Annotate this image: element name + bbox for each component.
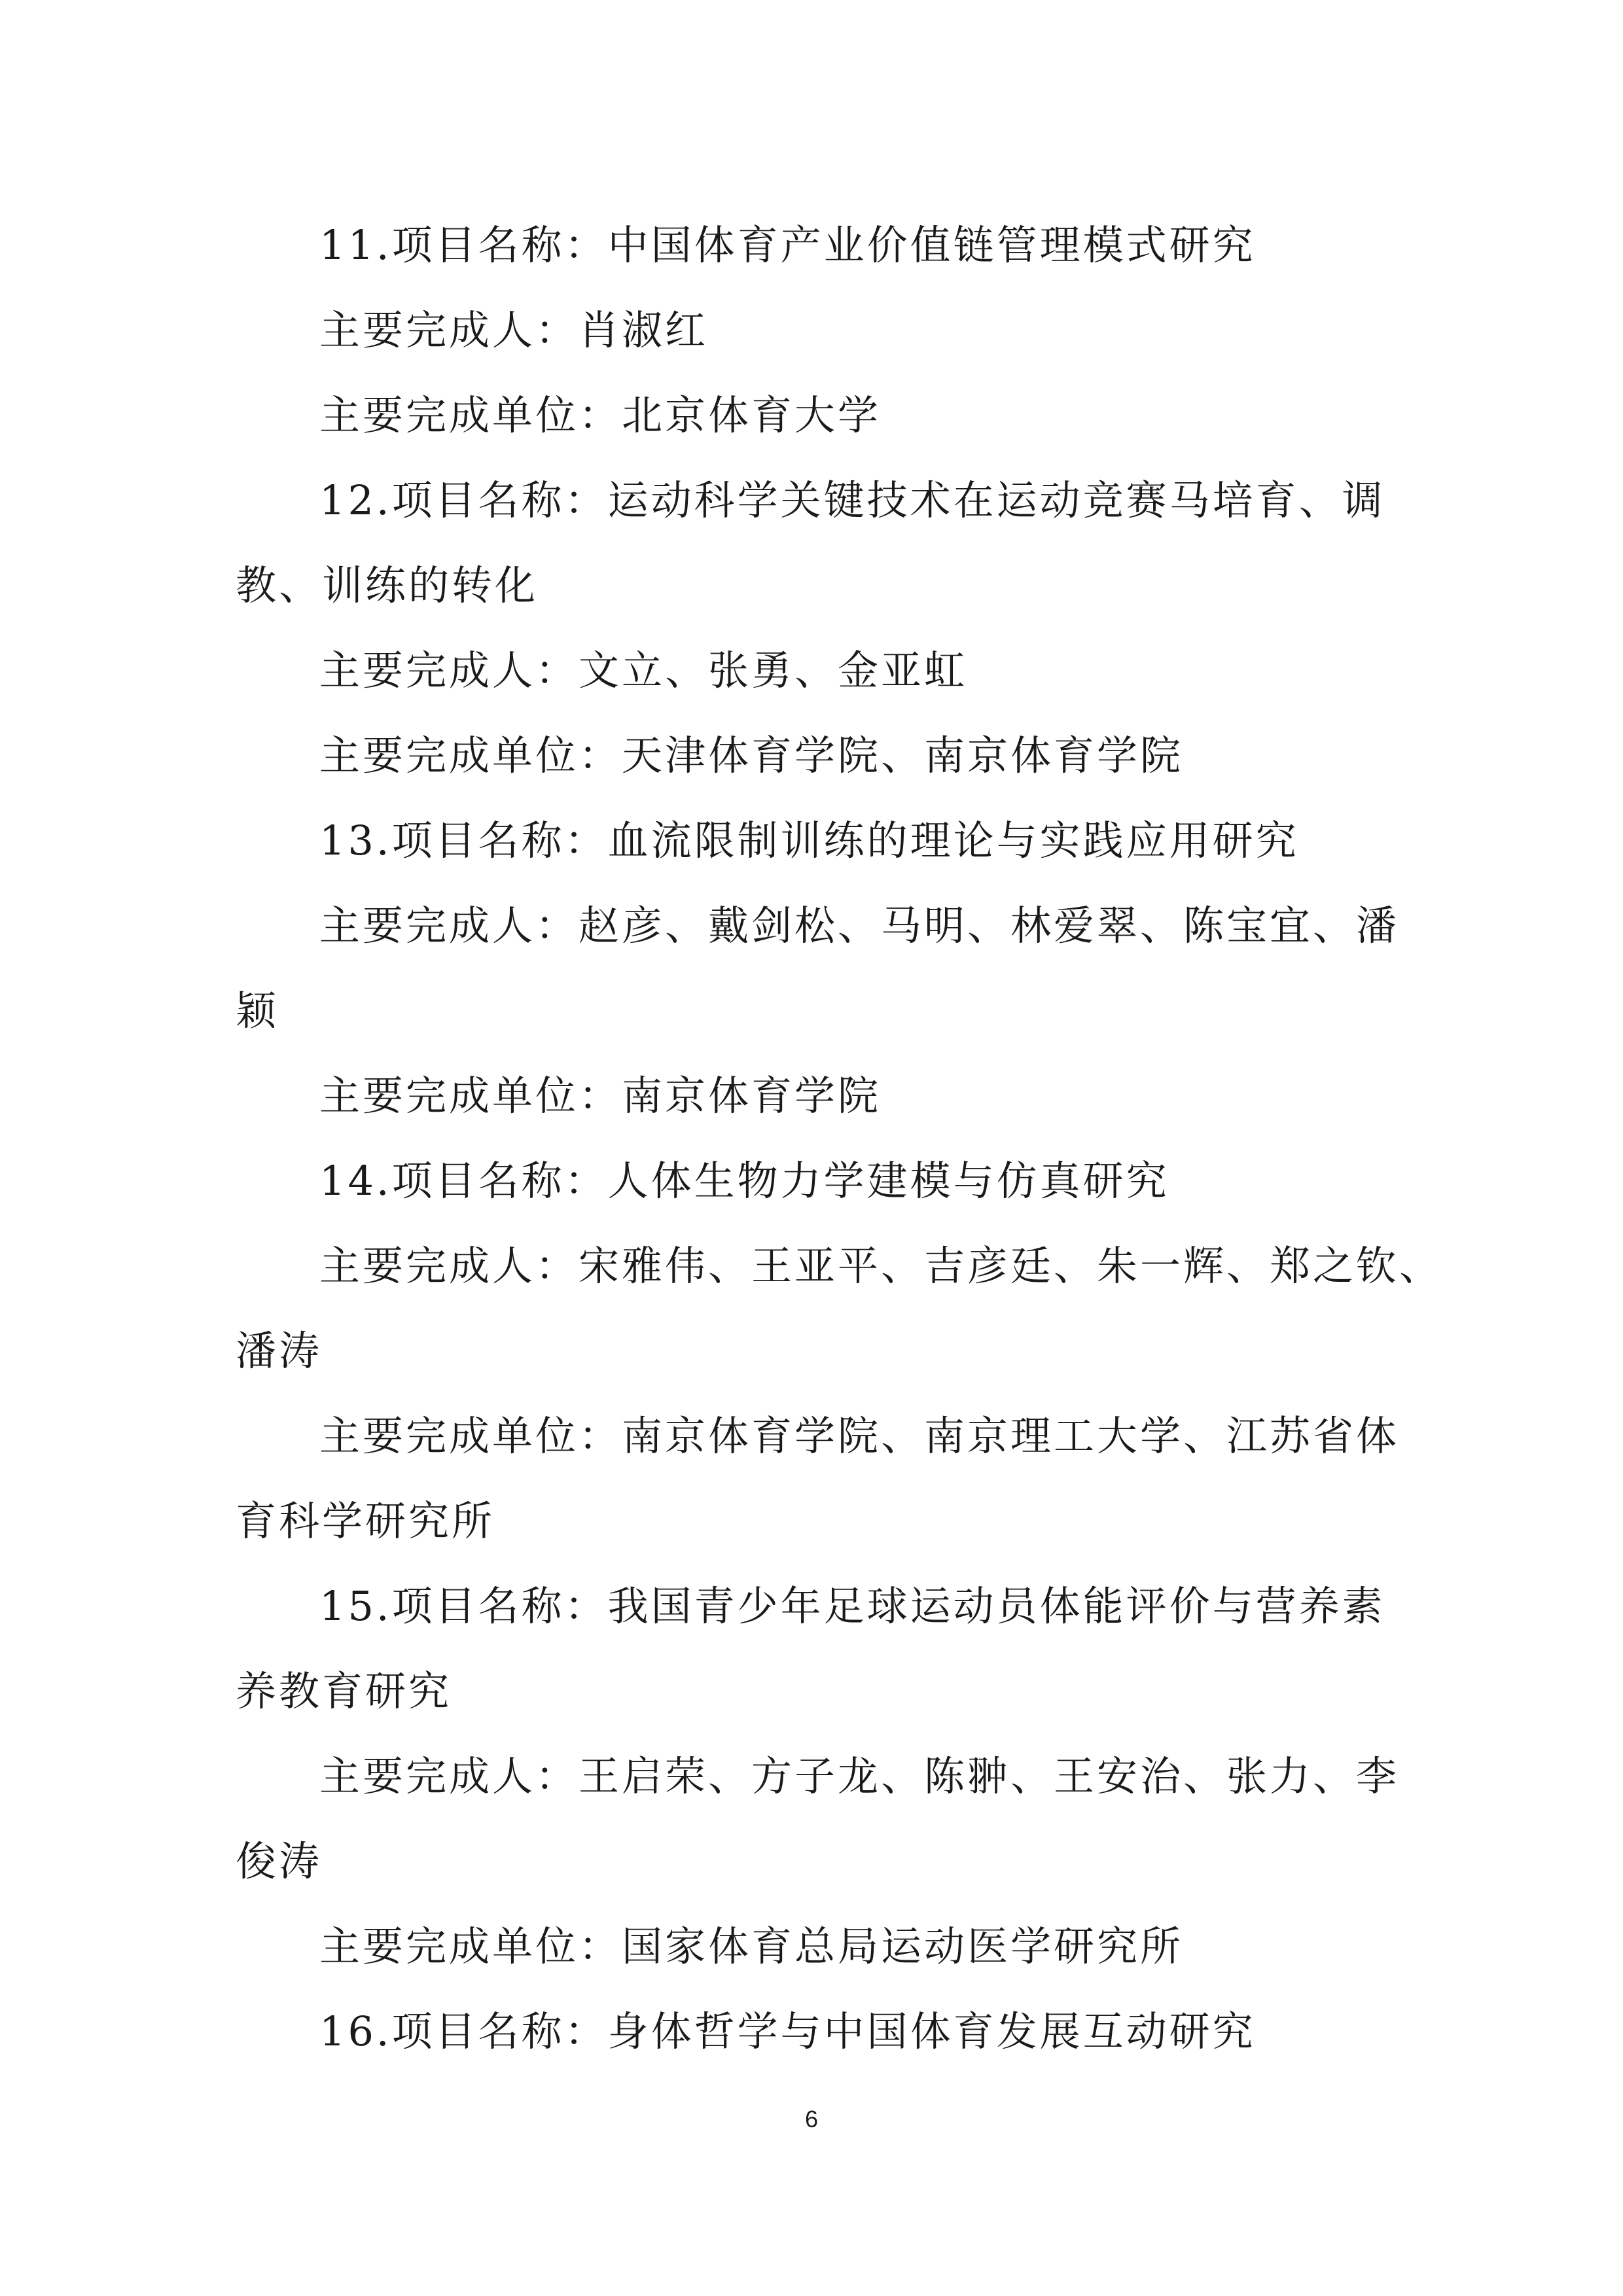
project-15-title-cont: 养教育研究 — [236, 1667, 452, 1715]
project-13-authors-cont: 颖 — [236, 987, 279, 1034]
project-13-units: 主要完成单位：南京体育学院 — [319, 1072, 882, 1120]
project-12-title: 12.项目名称：运动科学关键技术在运动竞赛马培育、调 — [319, 476, 1385, 524]
project-12-title-cont: 教、训练的转化 — [236, 561, 539, 609]
project-11-authors: 主要完成人：肖淑红 — [319, 306, 709, 354]
project-15-title: 15.项目名称：我国青少年足球运动员体能评价与营养素 — [319, 1582, 1385, 1630]
project-15-authors: 主要完成人：王启荣、方子龙、陈翀、王安治、张力、李 — [319, 1752, 1400, 1800]
project-15-units: 主要完成单位：国家体育总局运动医学研究所 — [319, 1922, 1184, 1970]
page-number: 6 — [804, 2106, 819, 2132]
project-13-authors: 主要完成人：赵彦、戴剑松、马明、林爱翠、陈宝宜、潘 — [319, 902, 1400, 949]
document-body — [236, 203, 1443, 2074]
project-15-authors-cont: 俊涛 — [236, 1837, 323, 1885]
project-13-title: 13.项目名称：血流限制训练的理论与实践应用研究 — [319, 817, 1299, 864]
project-12-units: 主要完成单位：天津体育学院、南京体育学院 — [319, 732, 1184, 779]
project-14-units: 主要完成单位：南京体育学院、南京理工大学、江苏省体 — [319, 1412, 1400, 1460]
project-11-title: 11.项目名称：中国体育产业价值链管理模式研究 — [319, 221, 1256, 269]
project-11-units: 主要完成单位：北京体育大学 — [319, 391, 882, 439]
project-12-authors: 主要完成人：文立、张勇、金亚虹 — [319, 646, 968, 694]
project-14-authors: 主要完成人：宋雅伟、王亚平、吉彦廷、朱一辉、郑之钦、 — [319, 1242, 1443, 1290]
project-16-title: 16.项目名称：身体哲学与中国体育发展互动研究 — [319, 2007, 1256, 2055]
project-14-authors-cont: 潘涛 — [236, 1327, 323, 1375]
project-14-title: 14.项目名称：人体生物力学建模与仿真研究 — [319, 1157, 1169, 1205]
project-14-units-cont: 育科学研究所 — [236, 1497, 495, 1545]
